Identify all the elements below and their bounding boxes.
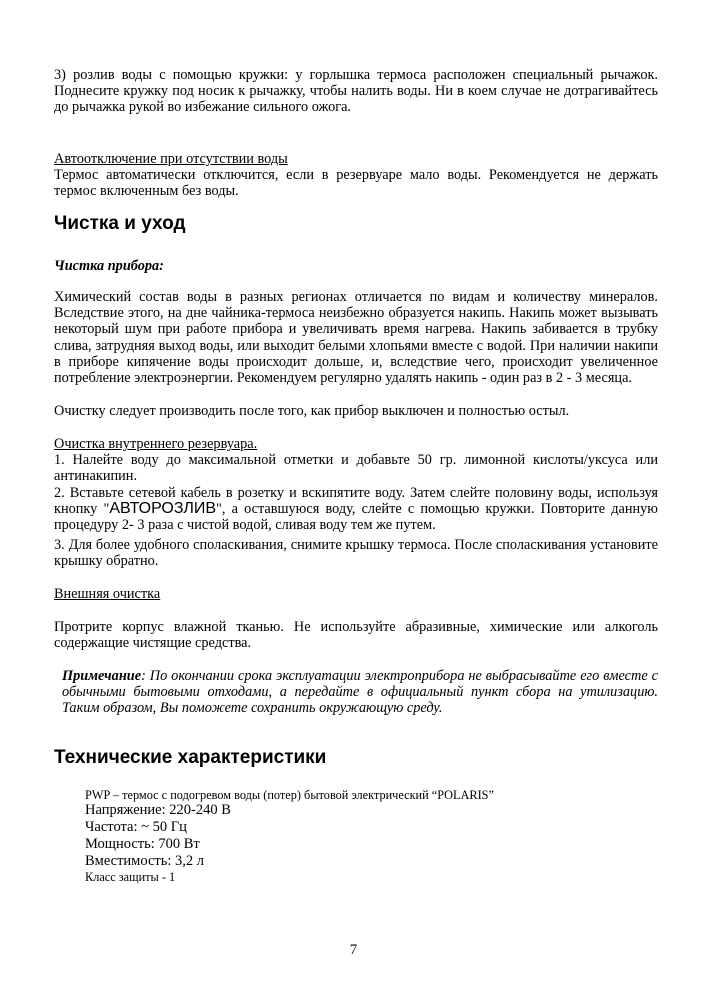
inner-step-2-text-b: ", а оставшуюся воду, слейте с помощью кружки. Повторите данную процедуру 2- 3 раза с чистой водой, сливая воду тем же путем.: [54, 501, 658, 534]
specs-heading: Технические характеристики: [54, 747, 327, 768]
specs-list: [85, 788, 585, 884]
autooff-title-text: Автоотключение при отсутствии воды: [54, 151, 288, 167]
inner-step-2-text-a: 2. Вставьте сетевой кабель в розетку и вскипятите воду. Затем слейте половину воды, используя кнопку ": [54, 485, 658, 518]
inner-step-1: 1. Налейте воду до максимальной отметки и добавьте 50 гр. лимонной кислоты/уксуса или антинакипин.: [54, 452, 658, 485]
cleaning-paragraph-1: Химический состав воды в разных регионах отличается по видам и количеству минералов. Вследствие этого, на дне чайника-термоса неизбежно образуется накипь. Накипь может вызывать некоторый шум при работе прибора и увеличивать время нагрева. Накипь забивается в трубку слива, затрудняя выход воды, или выходит белыми хлопьями вместе с водой. При наличии накипи в приборе кипячение воды происходит дольше, и, вследствие чего, происходит увеличенное потребление электроэнергии. Рекомендуем регулярно удалять накипь - один раз в 2 - 3 месяца.: [54, 289, 658, 387]
note-label: Примечание: [62, 668, 142, 684]
disposal-note: [62, 668, 658, 717]
inner-step-2: [54, 485, 658, 534]
autooff-title: [54, 151, 658, 167]
cleaning-paragraph-2: Очистку следует производить после того, как прибор выключен и полностью остыл.: [54, 403, 570, 419]
outer-cleaning-title: [54, 586, 658, 602]
spec-frequency: Частота: ~ 50 Гц: [85, 819, 187, 835]
autooff-text: Термос автоматически отключится, если в резервуаре мало воды. Рекомендуется не держать термос включенным без воды.: [54, 167, 658, 200]
outer-cleaning-title-text: Внешняя очистка: [54, 586, 161, 602]
outer-cleaning-text: Протрите корпус влажной тканью. Не используйте абразивные, химические или алкоголь содержащие чистящие средства.: [54, 619, 658, 652]
pour-paragraph: 3) розлив воды с помощью кружки: у горлышка термоса расположен специальный рычажок. Поднесите кружку под носик к рычажку, чтобы налить воды. Ни в коем случае не дотрагивайтесь до рычажка рукой во избежание сильного ожога.: [54, 67, 658, 116]
page-number: 7: [349, 942, 358, 958]
spec-product: PWP – термос с подогревом воды (потер) бытовой электрический “POLARIS”: [85, 788, 494, 802]
spec-power: Мощность: 700 Вт: [85, 836, 200, 852]
spec-protection-class: Класс защиты - 1: [85, 870, 176, 884]
spec-capacity: Вместимость: 3,2 л: [85, 853, 204, 869]
autopour-button-label: АВТОРОЗЛИВ: [109, 500, 217, 518]
inner-cleaning-title: [54, 436, 658, 452]
cleaning-subheading: Чистка прибора:: [54, 258, 164, 274]
inner-step-3: 3. Для более удобного споласкивания, снимите крышку термоса. После споласкивания установите крышку обратно.: [54, 537, 658, 570]
spec-voltage: Напряжение: 220-240 В: [85, 802, 231, 818]
cleaning-heading: Чистка и уход: [54, 213, 186, 234]
note-text: : По окончании срока эксплуатации электроприбора не выбрасывайте его вместе с обычными бытовыми отходами, а передайте в официальный пункт сбора на утилизацию. Таким образом, Вы поможете сохранить окружающую среду.: [62, 668, 658, 717]
inner-cleaning-title-text: Очистка внутреннего резервуара.: [54, 436, 258, 452]
